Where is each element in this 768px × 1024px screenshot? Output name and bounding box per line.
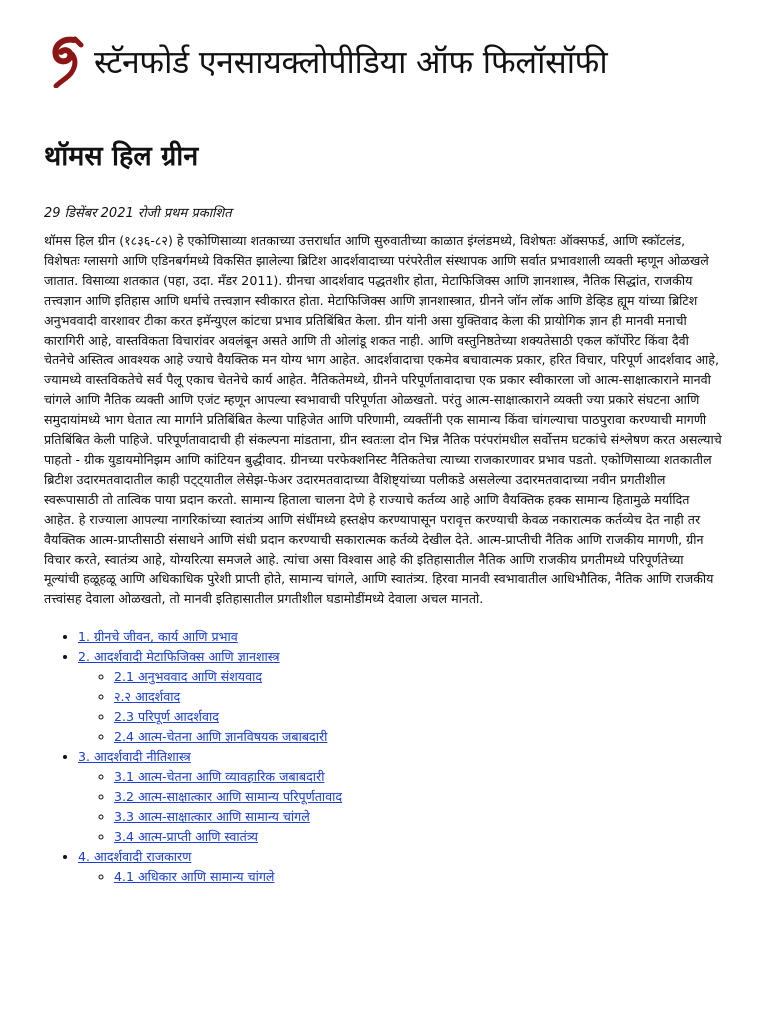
toc-item — [78, 647, 722, 747]
toc-subitem — [114, 867, 722, 887]
toc-link[interactable]: 3. आदर्शवादी नीतिशास्त्र — [78, 749, 191, 765]
table-of-contents — [44, 627, 722, 887]
toc-sublink[interactable]: 2.4 आत्म-चेतना आणि ज्ञानविषयक जबाबदारी — [114, 729, 328, 745]
toc-sublist — [78, 767, 722, 847]
toc-subitem — [114, 667, 722, 687]
toc-subitem — [114, 767, 722, 787]
toc-item — [78, 747, 722, 847]
toc-subitem — [114, 727, 722, 747]
site-header — [44, 30, 722, 92]
toc-sublink[interactable]: 2.1 अनुभववाद आणि संशयवाद — [114, 669, 263, 685]
toc-sublink[interactable]: 3.2 आत्म-साक्षात्कार आणि सामान्य परिपूर्णतावाद — [114, 789, 343, 805]
toc-sublink[interactable]: 3.4 आत्म-प्राप्ती आणि स्वातंत्र्य — [114, 829, 258, 845]
toc-sublist — [78, 667, 722, 747]
toc-sublink[interactable]: 3.3 आत्म-साक्षात्कार आणि सामान्य चांगले — [114, 809, 310, 825]
toc-sublink[interactable]: २.२ आदर्शवाद — [114, 689, 181, 705]
toc-item — [78, 627, 722, 647]
entry-title: थॉमस हिल ग्रीन — [44, 141, 199, 172]
toc-subitem — [114, 707, 722, 727]
toc-sublink[interactable]: 4.1 अधिकार आणि सामान्य चांगले — [114, 869, 275, 885]
publication-info: 29 डिसेंबर 2021 रोजी प्रथम प्रकाशित — [44, 206, 232, 221]
toc-sublink[interactable]: 3.1 आत्म-चेतना आणि व्यावहारिक जबाबदारी — [114, 769, 325, 785]
toc-sublink[interactable]: 2.3 परिपूर्ण आदर्शवाद — [114, 709, 219, 725]
toc-link[interactable]: 4. आदर्शवादी राजकारण — [78, 849, 192, 865]
toc-sublist — [78, 867, 722, 887]
toc-item — [78, 847, 722, 887]
toc-subitem — [114, 687, 722, 707]
site-title[interactable]: स्टॅनफोर्ड एनसायक्लोपीडिया ऑफ फिलॉसॉफी — [94, 42, 608, 81]
toc-subitem — [114, 807, 722, 827]
toc-subitem — [114, 827, 722, 847]
preamble-text: थॉमस हिल ग्रीन (१८३६-८२) हे एकोणिसाव्या शतकाच्या उत्तरार्धात आणि सुरुवातीच्या काळात इंग्लंडमध्ये, विशेषतः ऑक्सफर्ड, आणि स्कॉटलंड, विशेषतः ग्लासगो आणि एडिनबर्गमध्ये विकसित झालेल्या ब्रिटिश आदर्शवादाच्या परंपरेतील संस्थापक आणि सर्वात प्रभावशाली व्यक्ती म्हणून ओळखले जातात. विसाव्या शतकात (पहा, उदा. मँडर 2011). ग्रीनचा आदर्शवाद पद्धतशीर होता, मेटाफिजिक्स आणि ज्ञानशास्त्र, नैतिक सिद्धांत, राजकीय तत्त्वज्ञान आणि इतिहास आणि धर्माचे तत्त्वज्ञान स्वीकारत होता. मेटाफिजिक्स आणि ज्ञानशास्त्रात, ग्रीनने जॉन लॉक आणि डेव्हिड ह्यूम यांच्या ब्रिटिश अनुभववादी वारशावर टीका करत इमॅन्युएल कांटचा प्रभाव प्रतिबिंबित केला. ग्रीन यांनी असा युक्तिवाद केला की प्रायोगिक ज्ञान ही मानवी मनाची कारागिरी आहे, वास्तविकता विचारांवर अवलंबून असते आणि ती ओलांडू शकत नाही. आणि वस्तुनिष्ठतेच्या शक्यतेसाठी एकल कॉर्पोरेट किंवा दैवी चेतनेचे अस्तित्व आवश्यक आहे ज्याचे वैयक्तिक मन योग्य भाग आहेत. आदर्शवादाचा एकमेव बचावात्मक प्रकार, हरित विचार, परिपूर्ण आदर्शवाद आहे, ज्यामध्ये वास्तविकतेचे सर्व पैलू एकाच चेतनेचे कार्य आहेत. नैतिकतेमध्ये, ग्रीनने परिपूर्णतावादाचा एक प्रकार स्वीकारला जो आत्म-साक्षात्काराने मानवी चांगले आणि नैतिक व्यक्ती आणि एजंट म्हणून आपल्या स्वभावाची परिपूर्णता ओळखतो. परंतु आत्म-साक्षात्काराने व्यक्ती ज्या प्रकारे संघटना आणि समुदायांमध्ये भाग घेतात त्या मार्गाने प्रतिबिंबित केल्या पाहिजेत आणि परिणामी, व्यक्तींनी एक सामान्य किंवा चांगल्याचा पाठपुरावा करण्याची मागणी प्रतिबिंबित केली पाहिजे. परिपूर्णतावादाची ही संकल्पना मांडताना, ग्रीन स्वतःला दोन भिन्न नैतिक परंपरांमधील सर्वोत्तम घटकांचे संश्लेषण करत असल्याचे पाहतो - ग्रीक युडायमोनिझम आणि कांटियन बुद्धीवाद. ग्रीनच्या परफेक्शनिस्ट नैतिकतेचा त्याच्या राजकारणावर प्रभाव पडतो. एकोणिसाव्या शतकातील ब्रिटीश उदारमतवादातील काही पट्ट्यातील लेसेझ-फेअर उदारमतवादाच्या वैशिष्ट्यांच्या पलीकडे असलेल्या उदारमतवादाच्या नवीन प्रगतीशील स्वरूपासाठी तो तात्विक पाया प्रदान करतो. सामान्य हिताला चालना देणे हे राज्याचे कर्तव्य आहे आणि वैयक्तिक हक्क सामान्य हितामुळे मर्यादित आहेत. हे राज्याला आपल्या नागरिकांच्या स्वातंत्र्य आणि संधींमध्ये हस्तक्षेप करण्यापासून परावृत्त करण्याची केवळ नकारात्मक कर्तव्येच देत नाही तर वैयक्तिक आत्म-प्राप्तीसाठी संसाधने आणि संधी प्रदान करण्याची सकारात्मक कर्तव्ये देखील देते. आत्म-प्राप्तीची नैतिक आणि राजकीय मागणी, ग्रीन विचार करते, स्वातंत्र्य आहे, योग्यरित्या समजले आहे. त्यांचा असा विश्वास आहे की इतिहासातील नैतिक आणि राजकीय प्रगतीमध्ये परिपूर्णतेच्या मूल्यांची हळूहळू आणि अधिकाधिक पुरेशी प्राप्ती होते, सामान्य चांगले, आणि स्वातंत्र्य. हिरवा मानवी स्वभावातील आधिभौतिक, नैतिक आणि राजकीय तत्त्वांसह देवाला ओळखतो, तो मानवी इतिहासातील प्रगतीशील घडामोडींमध्ये देवाला अचल मानतो. — [44, 233, 722, 607]
toc-link[interactable]: 1. ग्रीनचे जीवन, कार्य आणि प्रभाव — [78, 629, 238, 645]
sep-logo-icon[interactable] — [44, 34, 88, 88]
toc-link[interactable]: 2. आदर्शवादी मेटाफिजिक्स आणि ज्ञानशास्त्र — [78, 649, 280, 665]
toc-subitem — [114, 787, 722, 807]
